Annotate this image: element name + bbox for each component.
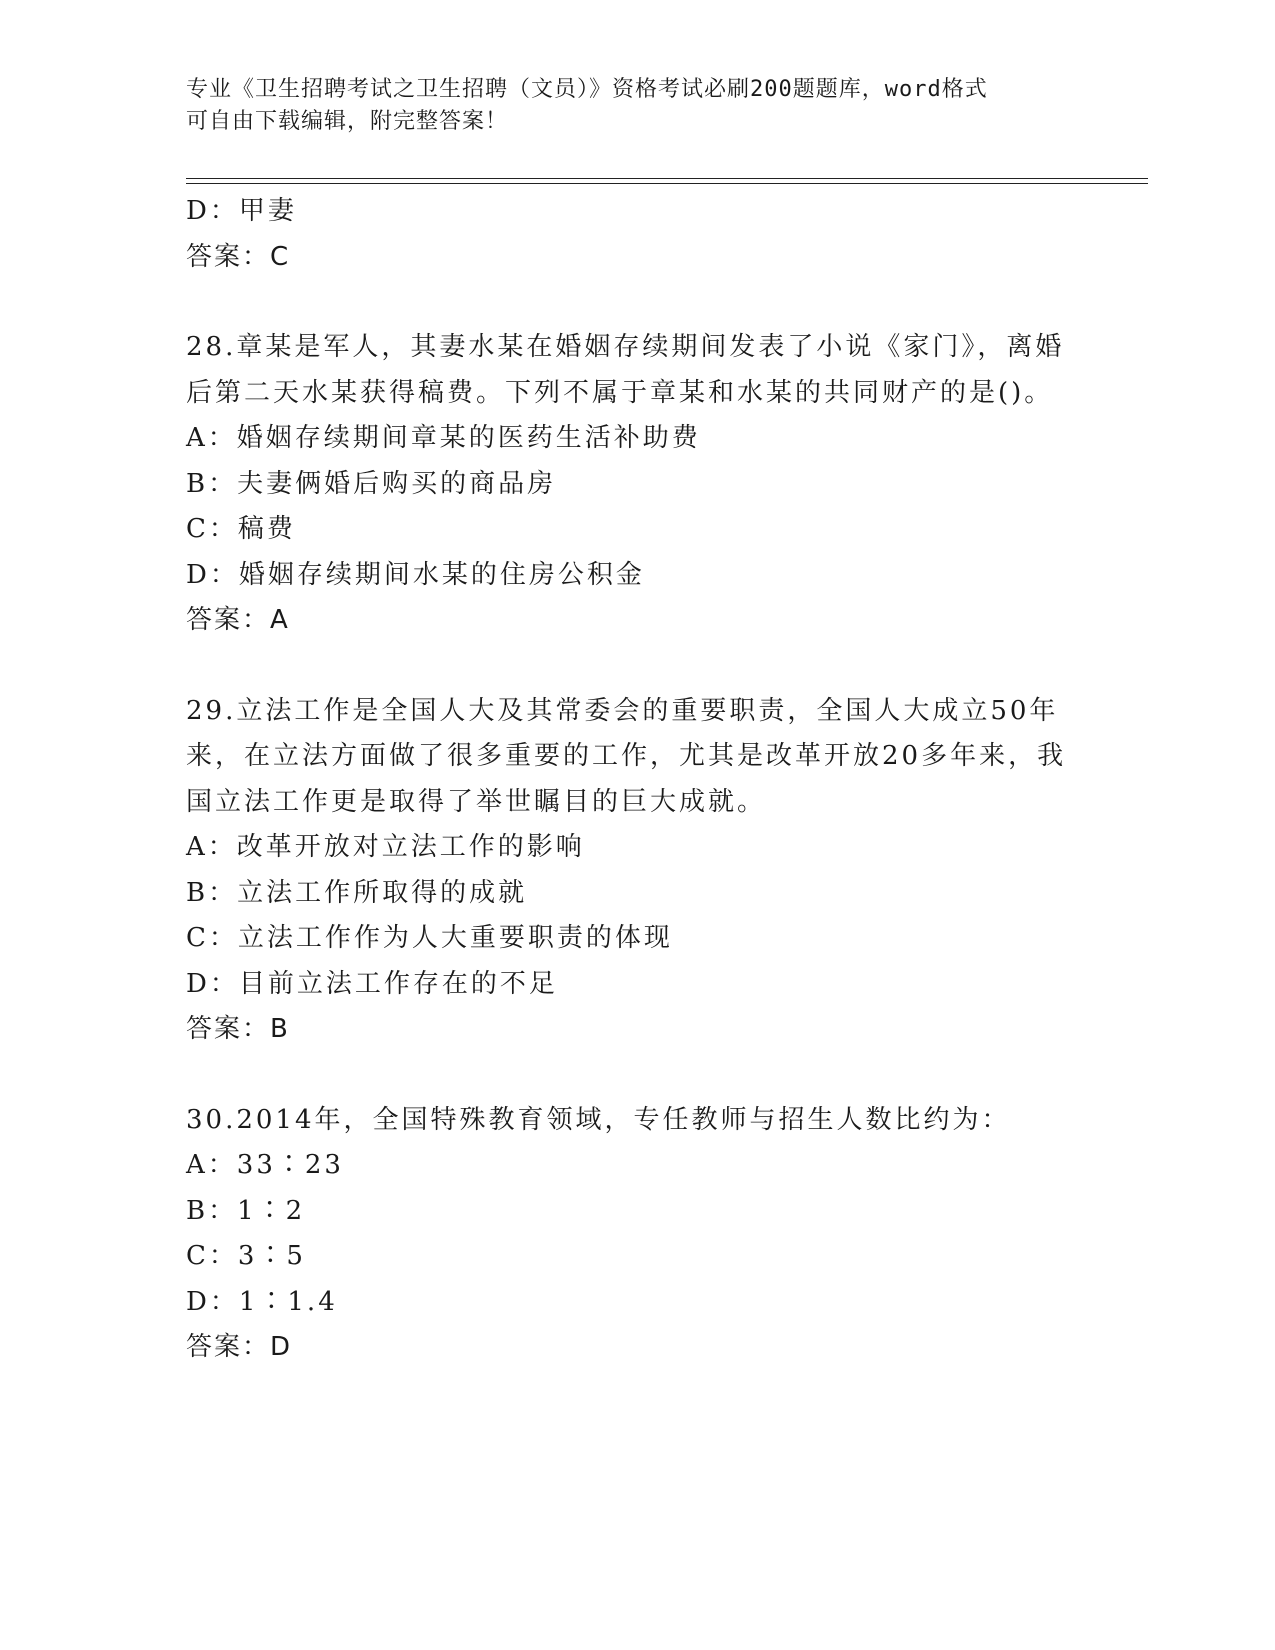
option-a: A：改革开放对立法工作的影响: [186, 832, 585, 862]
question-text-line: 国立法工作更是取得了举世瞩目的巨大成就。: [186, 786, 767, 817]
answer: 答案：D: [186, 1332, 293, 1362]
question-text-line: 28.章某是军人，其妻水某在婚姻存续期间发表了小说《家门》，离婚: [186, 332, 1065, 362]
question-text-line: 30.2014年，全国特殊教育领域，专任教师与招生人数比约为：: [186, 1104, 1011, 1135]
option-d: D：婚姻存续期间水某的住房公积金: [186, 559, 645, 590]
spacer: [186, 1053, 1086, 1098]
answer: 答案：B: [186, 1014, 290, 1044]
question-text-line: 来，在立法方面做了很多重要的工作，尤其是改革开放20多年来，我: [186, 741, 1067, 771]
option-c: C：稿费: [186, 514, 296, 544]
answer: 答案：C: [186, 241, 291, 272]
question-28: [186, 325, 1086, 644]
question-30: [186, 1098, 1086, 1371]
header-title-line-2: 可自由下载编辑，附完整答案！: [186, 109, 509, 134]
header-divider-top: [186, 178, 1148, 179]
option-b: B：1∶2: [186, 1195, 306, 1226]
option-a: A：婚姻存续期间章某的医药生活补助费: [186, 423, 701, 453]
option-c: C：3∶5: [186, 1241, 306, 1271]
option-b: B：夫妻俩婚后购买的商品房: [186, 468, 557, 499]
option-d: D：甲妻: [186, 196, 297, 226]
spacer: [186, 644, 1086, 689]
option-b: B：立法工作所取得的成就: [186, 877, 528, 908]
option-a: A：33∶23: [186, 1150, 344, 1180]
document-header: [186, 74, 1066, 138]
previous-question-tail: [186, 189, 1086, 280]
option-d: D：目前立法工作存在的不足: [186, 968, 558, 999]
header-title-line-1: 专业《卫生招聘考试之卫生招聘（文员）》资格考试必刷200题题库，word格式: [186, 77, 988, 102]
answer: 答案：A: [186, 605, 290, 635]
question-text-line: 后第二天水某获得稿费。下列不属于章某和水某的共同财产的是()。: [186, 377, 1054, 408]
option-c: C：立法工作作为人大重要职责的体现: [186, 923, 673, 953]
question-list: [186, 189, 1086, 1371]
question-text-line: 29.立法工作是全国人大及其常委会的重要职责，全国人大成立50年: [186, 695, 1059, 726]
header-divider-bottom: [186, 183, 1148, 184]
option-d: D：1∶1.4: [186, 1286, 338, 1317]
spacer: [186, 280, 1086, 325]
question-29: [186, 689, 1086, 1053]
